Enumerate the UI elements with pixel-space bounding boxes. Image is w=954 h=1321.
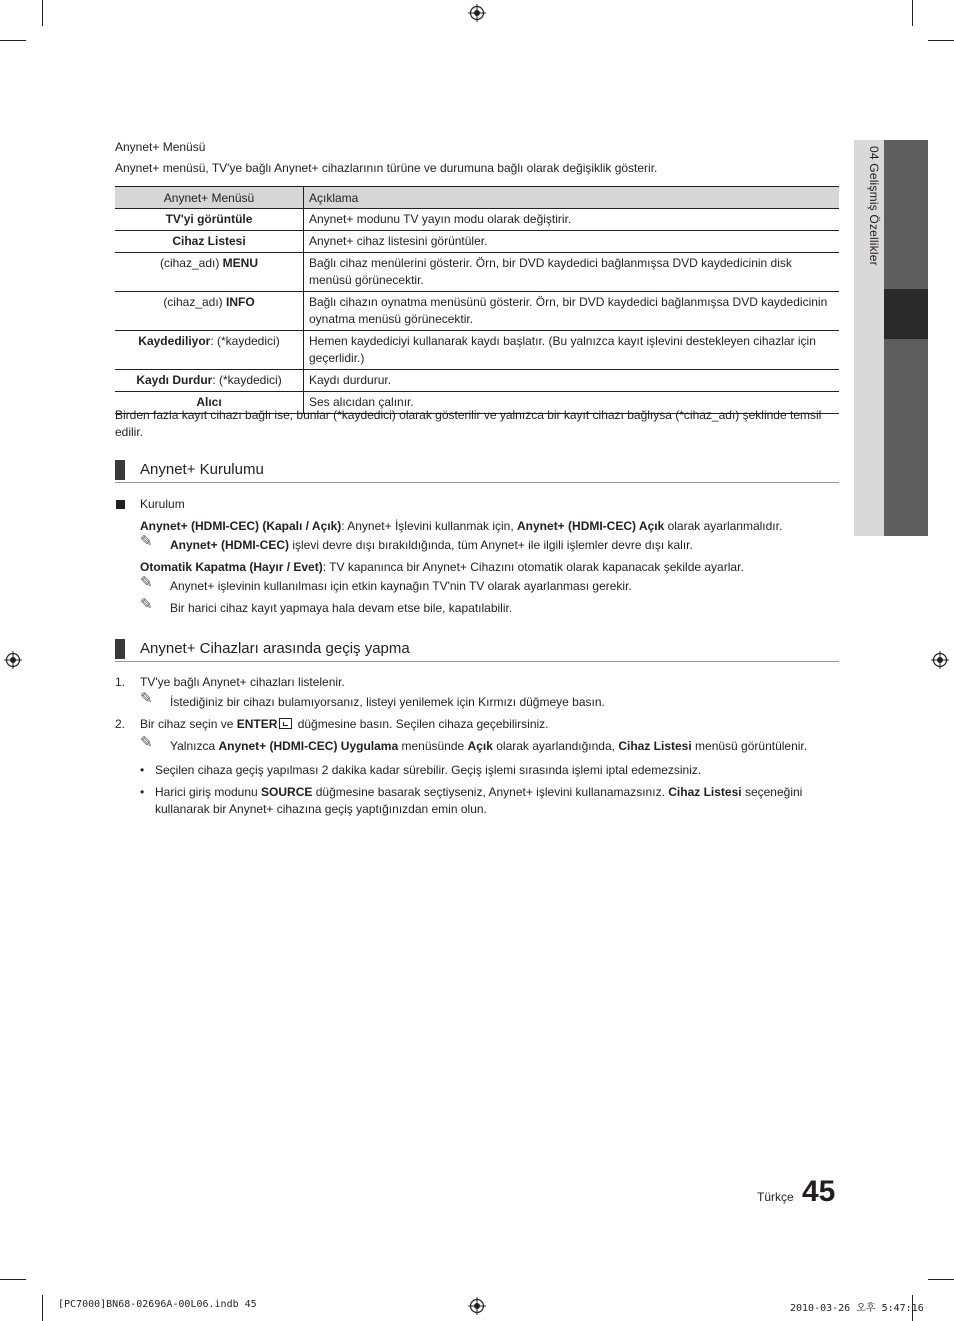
setting-name: Otomatik Kapatma (Hayır / Evet) (140, 560, 323, 574)
note-bold: Anynet+ (HDMI-CEC) Uygulama (218, 739, 399, 753)
setup-paragraph-1 (140, 518, 840, 535)
step-text: düğmesine basın. Seçilen cihaza geçebilirsiniz. (294, 717, 549, 731)
step-1-text: TV'ye bağlı Anynet+ cihazları listelenir. (140, 675, 345, 689)
row-description: Hemen kaydediciyi kullanarak kaydı başlatır. (Bu yalnızca kayıt işlevini destekleyen cihazlar için geçerlidir.) (304, 331, 840, 370)
row-description: Anynet+ modunu TV yayın modu olarak değiştirir. (304, 209, 840, 231)
setting-name: Anynet+ (HDMI-CEC) (Kapalı / Açık) (140, 519, 342, 533)
table-row (115, 292, 839, 331)
heading-bar (115, 639, 125, 659)
table-header: Anynet+ Menüsü (115, 187, 304, 209)
note-text: olarak ayarlandığında, (492, 739, 619, 753)
setting-text: : Anynet+ İşlevini kullanmak için, (341, 519, 518, 533)
step-2-text (140, 716, 840, 733)
crop-mark (42, 1295, 43, 1321)
note-text: Yalnızca (170, 739, 219, 753)
row-label-suffix: : (*kaydedici) (212, 373, 282, 387)
setting-value: Anynet+ (HDMI-CEC) Açık (517, 519, 665, 533)
step-text: Bir cihaz seçin ve (140, 717, 237, 731)
row-label: MENU (222, 256, 259, 270)
row-description: Bağlı cihazın oynatma menüsünü gösterir. Örn, bir DVD kaydedici bağlanmışsa DVD kaydedicinin oynatma menüsü görünecektir. (304, 292, 840, 331)
crop-mark (928, 40, 954, 41)
square-bullet-icon (116, 500, 125, 509)
table-header-row (115, 187, 839, 209)
row-label: TV'yi görüntüle (165, 212, 253, 226)
bullet-text: Harici giriş modunu (155, 785, 262, 799)
crop-mark (912, 0, 913, 26)
menu-section-intro: Anynet+ menüsü, TV'ye bağlı Anynet+ cihazlarının türüne ve durumuna bağlı olarak değişiklik gösterir. (115, 161, 658, 175)
step-2-note (170, 738, 840, 755)
table-row (115, 370, 839, 392)
heading-text: Anynet+ Kurulumu (140, 461, 264, 478)
note-pencil-icon: ✎ (140, 574, 153, 591)
note-bold: Cihaz Listesi (618, 739, 692, 753)
row-label: Kaydı Durdur (136, 373, 213, 387)
note-pencil-icon: ✎ (140, 690, 153, 707)
bullet-icon: • (140, 763, 145, 777)
anynet-menu-table (115, 186, 839, 414)
note-text: menüsü görüntülenir. (691, 739, 808, 753)
menu-section-title: Anynet+ Menüsü (115, 140, 206, 154)
note-text: menüsünde (398, 739, 468, 753)
row-description: Anynet+ cihaz listesini görüntüler. (304, 231, 840, 253)
table-row (115, 331, 839, 370)
table-row (115, 231, 839, 253)
bullet-bold: SOURCE (261, 785, 313, 799)
bullet-text: seçeneğini kullanarak bir Anynet+ cihazına geçiş yaptığınızdan emin olun. (155, 785, 803, 816)
crop-mark (0, 1279, 26, 1280)
footer-language: Türkçe (757, 1190, 794, 1204)
enter-icon (279, 718, 292, 729)
side-tab-label: 04 Gelişmiş Özellikler (867, 146, 881, 266)
registration-mark-icon (468, 4, 486, 22)
bullet-text: düğmesine basarak seçtiyseniz, Anynet+ işlevini kullanamazsınız. (312, 785, 669, 799)
setup-note-1 (170, 537, 840, 554)
table-row (115, 253, 839, 292)
crop-mark (42, 0, 43, 26)
setup-paragraph-2 (140, 559, 840, 576)
step-number: 2. (115, 717, 126, 731)
row-description: Kaydı durdurur. (304, 370, 840, 392)
setup-item-label: Kurulum (140, 497, 185, 511)
setting-text: olarak ayarlanmalıdır. (664, 519, 783, 533)
note-bold: Anynet+ (HDMI-CEC) (170, 538, 289, 552)
row-label: INFO (226, 295, 255, 309)
row-label: Cihaz Listesi (172, 234, 246, 248)
setup-note-2: Anynet+ işlevinin kullanılması için etkin kaynağın TV'nin TV olarak ayarlanması gerekir. (170, 579, 632, 593)
file-info: [PC7000]BN68-02696A-00L06.indb 45 (58, 1299, 257, 1310)
registration-mark-icon (468, 1297, 486, 1315)
bullet-bold: Cihaz Listesi (668, 785, 742, 799)
row-label: Alıcı (196, 395, 222, 409)
print-timestamp: 2010-03-26 오후 5:47:16 (790, 1303, 924, 1314)
note-pencil-icon: ✎ (140, 533, 153, 550)
note-bold: Açık (467, 739, 493, 753)
heading-bar (115, 460, 125, 480)
menu-section-note: Birden fazla kayıt cihazı bağlı ise, bunlar (*kaydedici) olarak gösterilir ve yalnızca bir kayıt cihazı bağlıysa (*cihaz_adı) şeklinde temsil edilir. (115, 408, 822, 439)
page-number: 45 (802, 1175, 836, 1208)
registration-mark-icon (4, 651, 22, 669)
setup-section-heading (115, 460, 839, 483)
step-number: 1. (115, 675, 126, 689)
row-description: Bağlı cihaz menülerini gösterir. Örn, bir DVD kaydedici bağlanmışsa DVD kaydedicinin disk menüsü görünecektir. (304, 253, 840, 292)
row-label: Kaydediliyor (138, 334, 211, 348)
note-pencil-icon: ✎ (140, 596, 153, 613)
row-label-prefix: (cihaz_adı) (159, 256, 223, 270)
note-text: işlevi devre dışı bırakıldığında, tüm Anynet+ ile ilgili işlemler devre dışı kalır. (289, 538, 693, 552)
side-tab-active-marker (884, 289, 928, 339)
setup-note-3: Bir harici cihaz kayıt yapmaya hala devam etse bile, kapatılabilir. (170, 601, 513, 615)
row-label-suffix: : (*kaydedici) (210, 334, 280, 348)
crop-mark (0, 40, 26, 41)
row-description: Ses alıcıdan çalınır. (304, 392, 840, 414)
row-label-prefix: (cihaz_adı) (163, 295, 227, 309)
switch-section-heading (115, 639, 839, 662)
heading-text: Anynet+ Cihazları arasında geçiş yapma (140, 640, 410, 657)
note-pencil-icon: ✎ (140, 734, 153, 751)
bullet-icon: • (140, 785, 145, 799)
step-1-note: İstediğiniz bir cihazı bulamıyorsanız, listeyi yenilemek için Kırmızı düğmeye basın. (170, 695, 605, 709)
table-header: Açıklama (304, 187, 840, 209)
setting-text: : TV kapanınca bir Anynet+ Cihazını otomatik olarak kapanacak şekilde ayarlar. (322, 560, 744, 574)
crop-mark (928, 1279, 954, 1280)
enter-button-label: ENTER (236, 717, 278, 731)
bullet-1-text: Seçilen cihaza geçiş yapılması 2 dakika kadar sürebilir. Geçiş işlemi sırasında işlemi iptal edemezsiniz. (155, 763, 702, 777)
bullet-2-text (155, 784, 835, 818)
registration-mark-icon (931, 651, 949, 669)
table-row (115, 209, 839, 231)
